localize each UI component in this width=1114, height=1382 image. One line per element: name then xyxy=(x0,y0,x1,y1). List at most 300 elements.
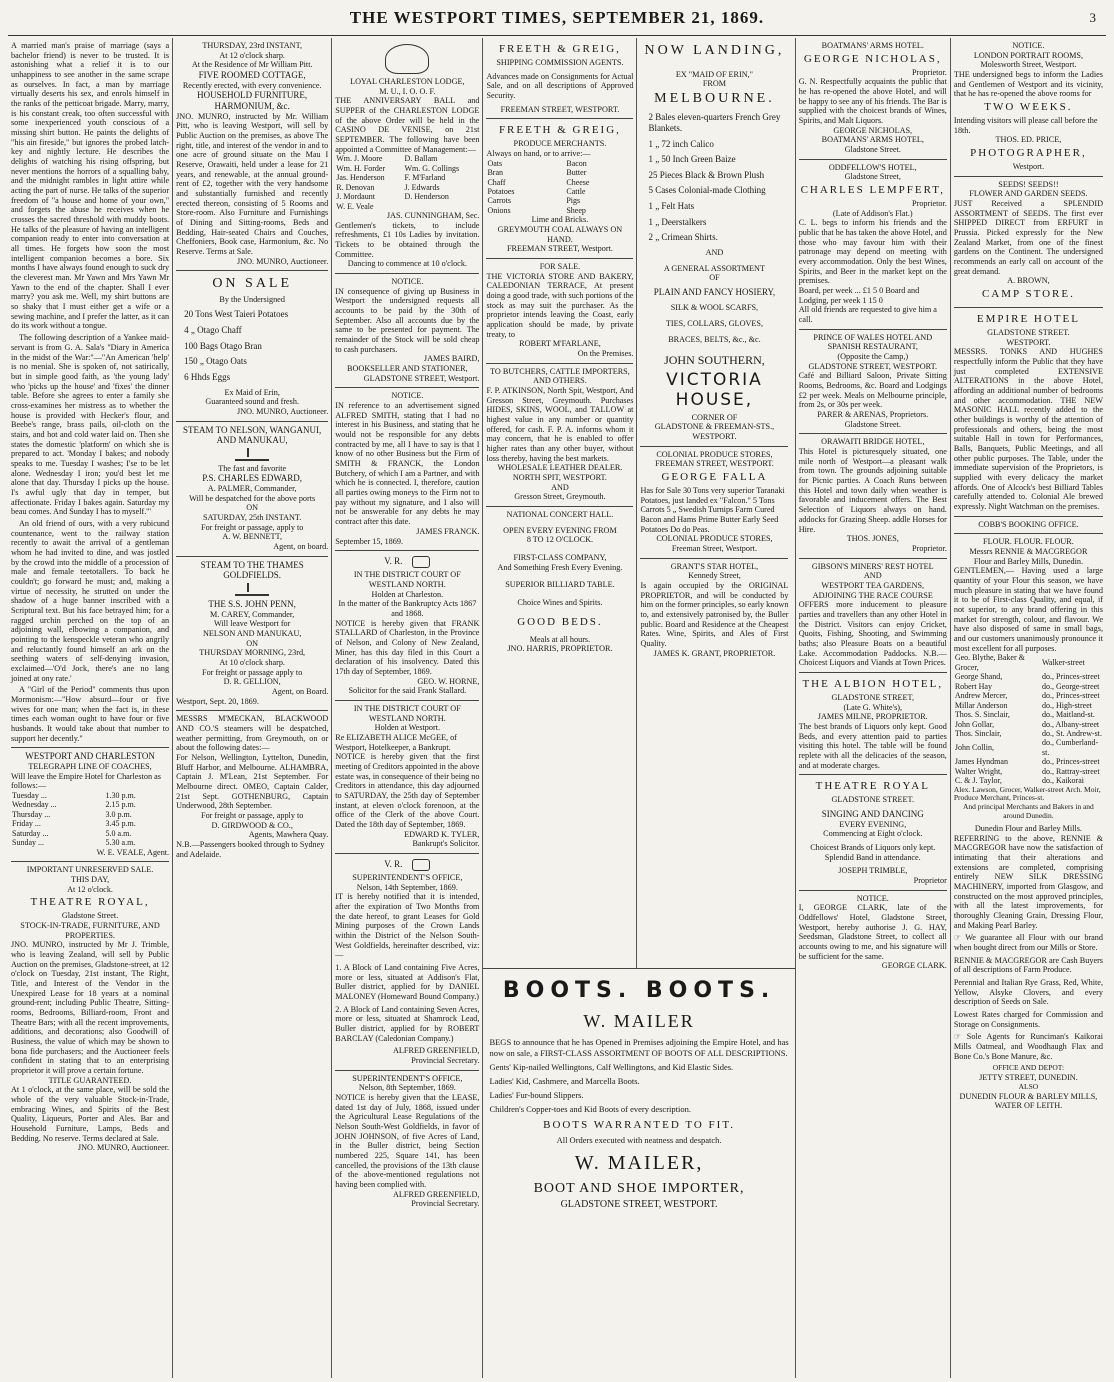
portrait-rooms-ad xyxy=(954,38,1103,177)
article-marriage xyxy=(11,38,169,748)
landing-item: 25 Pieces Black & Brown Plush xyxy=(648,169,765,180)
a2-signed: JNO. MUNRO, Auctioneer. xyxy=(237,406,329,416)
oh-head: ODDFELLOW'S HOTEL, xyxy=(828,162,917,172)
landing-item: 5 Cases Colonial-made Clothing xyxy=(648,185,766,196)
ba-body: G. N. Respectfully acquaints the public that he has re-opened the above Hotel, and will be happy to see any of his friends. The Bar is supplied with the choicest brands of Wines, Spirits, and Malt Liquors. xyxy=(798,77,947,125)
s1-vr: V. R. xyxy=(384,858,403,869)
boot-item: Ladies' Fur-bound Slippers. xyxy=(489,1090,584,1101)
landing-item: 1 „ 50 Inch Green Baize xyxy=(648,154,736,165)
a4-ship: THE S.S. JOHN PENN, xyxy=(208,598,296,609)
c2-signed2: Bankrupt's Solicitor. xyxy=(412,839,480,849)
gm-and: AND xyxy=(863,571,882,581)
signer-row xyxy=(954,653,1103,672)
fl-head: FLOUR. FLOUR. FLOUR. xyxy=(983,537,1074,547)
fl-agents: ☞ Sole Agents for Runciman's Kaikorai Mills Oatmeal, and Woodhaugh Flax and Bone Co.'s Bone Manure, &c. xyxy=(953,1032,1103,1061)
column-5 xyxy=(637,38,791,968)
orawaiti-bridge-ad xyxy=(799,434,947,558)
ba-head: BOATMANS' ARMS HOTEL. xyxy=(821,41,924,50)
sale-item: 4 „ Otago Chaff xyxy=(184,325,242,336)
coach-intro: Will leave the Empire Hotel for Charleston as follows:— xyxy=(11,771,161,791)
article-text-3: An old friend of ours, with a very rubicund countenance, went to the railway station recently to await the arrival of a gentleman whom he had invited to dine, and was jostled by the crowd into the middle of a procession of male and female teetotallers. To back he couldn't; go forward he must; and, making a virtue of necessity, he strutted on under the shadow of a huge banner inscribed with a Scriptural text. But his face betrayed him; for a ragged urchin perched on the top of an adjoining wall, elbowing a companion, and pointing to the kenspeckle veteran who angrily and reluctantly found himself an ark on the seething waters of self-denying invasion, exclaimed—'O'd Jock, there's ane no lang joined at ony rate.' xyxy=(11,518,170,683)
landing-item: 2 „ Crimean Shirts. xyxy=(648,232,718,243)
pw-signed: PARER & ARENAS, Proprietors. xyxy=(817,410,929,420)
fg-body: Advances made on Consignments for Actual Sale, and on all descriptions of Approved Security. xyxy=(486,71,634,100)
committee-row-cell: D. Ballam xyxy=(404,154,438,164)
coach-timetable xyxy=(11,791,169,848)
js-addr: GLADSTONE & FREEMAN-STS., xyxy=(654,422,775,432)
fg2-sub: PRODUCE MERCHANTS. xyxy=(513,139,607,149)
c2-body: NOTICE is hereby given that the first meeting of Creditors appointed in the above estate was, in consequence of their being no Creditors in attendance, this day adjourned to SATURDAY, the 25th day of September instant, at eleven o'clock forenoon, at the office of the Clerk of the above Court. Dated the 18th day of September, 1869. xyxy=(335,752,480,829)
masthead-title: THE WESTPORT TIMES, SEPTEMBER 21, 1869. xyxy=(349,7,765,27)
fl-extra: Alex. Lawson, Grocer, Walker-street Arch. Moir, Produce Merchant, Princes-st. xyxy=(953,784,1101,803)
lodge-ad xyxy=(335,38,479,274)
signer-row-cell: Millar Anderson xyxy=(954,700,1008,710)
columns-4-5-top xyxy=(483,38,794,968)
coach-sub: TELEGRAPH LINE OF COACHES, xyxy=(28,761,152,771)
a4-time: At 10 o'clock sharp. xyxy=(219,657,285,667)
n2-date: September 15, 1869. xyxy=(335,536,404,546)
freeth-greig-produce xyxy=(486,119,633,259)
cb-head: COBB'S BOOKING OFFICE. xyxy=(978,519,1079,529)
mailer-name: W. MAILER xyxy=(583,1010,695,1031)
tr-band: Splendid Band in attendance. xyxy=(824,852,921,862)
em-town: WESTPORT. xyxy=(1006,337,1051,347)
a5-body: For Nelson, Wellington, Lyttelton, Dunedin, Bluff Harbor, and Melbourne. ALHAMBRA, Captain J. M'Lean, 21st September. For Melbourne direct. OMEO, Captain Calder, 21st Sept. GOTHENBURG, Captain Underwood, 28th September. xyxy=(176,752,329,811)
signer-row-cell: do., Maitland-st. xyxy=(1042,710,1095,720)
clark-notice-ad xyxy=(799,891,947,975)
sd-body: JUST Received a SPLENDID ASSORTMENT of SEEDS. The first ever SHIPPED DIRECT from ERFURT in Prussia. Picked expressly for the New Zealand Market, from one of the finest gardens on the Continent. The undersigned recommends an early call on account of the great demand. xyxy=(953,199,1103,276)
n1-signed2: BOOKSELLER AND STATIONER, xyxy=(347,364,468,374)
fl-dfb: DUNEDIN FLOUR & BARLEY MILLS, xyxy=(959,1091,1098,1101)
a3-body: Will be despatched for the above ports xyxy=(189,493,316,503)
steamship-icon xyxy=(235,584,269,596)
signer-row-cell: do., Rattray-street xyxy=(1042,766,1100,776)
ob-signed: THOS. JONES, xyxy=(846,534,899,544)
sale-item: 20 Tons West Taieri Potatoes xyxy=(184,309,289,320)
fl-also: ALSO xyxy=(1018,1081,1039,1091)
goods-row-cell: Carrots xyxy=(487,196,511,206)
royal-crest-icon xyxy=(412,859,430,871)
cp-name: GEORGE FALLA xyxy=(661,471,768,484)
committee-row xyxy=(335,192,479,201)
ba-signed2: BOATMANS' ARMS HOTEL, xyxy=(821,135,924,145)
a4-freight: For freight or passage apply to xyxy=(202,667,303,677)
fg2-intro: Always on hand, or to arrive:— xyxy=(486,148,591,158)
sale-day: THIS DAY, xyxy=(70,874,110,884)
concert-hall-ad xyxy=(486,507,633,658)
c2-head: IN THE DISTRICT COURT OF WESTLAND NORTH. xyxy=(353,703,461,723)
a3-agent: A. W. BENNETT, xyxy=(222,532,283,542)
a3-date: SATURDAY, 25th INSTANT. xyxy=(202,513,302,523)
nch-billiard: SUPERIOR BILLIARD TABLE. xyxy=(505,580,615,590)
at-addr: NORTH SPIT, WESTPORT. xyxy=(512,473,607,483)
fl-grass: Perennial and Italian Rye Grass, Red, White, Yellow, Alsyke Clovers, and every description of Seeds on Sale. xyxy=(953,978,1103,1007)
coach-row-cell: 1.30 p.m. xyxy=(105,791,136,800)
mailer-items xyxy=(489,1062,788,1115)
signer-row xyxy=(954,672,1103,681)
boots-headline: BOOTS. BOOTS. xyxy=(502,978,776,1003)
signer-row xyxy=(954,682,1103,691)
column-1 xyxy=(8,38,173,1378)
committee-row-cell: Wm. J. Moore xyxy=(336,154,383,164)
em-addr: GLADSTONE STREET. xyxy=(987,327,1070,337)
tr-head: THEATRE ROYAL xyxy=(815,780,930,793)
tr-sing: SINGING AND DANCING xyxy=(821,808,924,819)
lodge-committee xyxy=(335,154,479,211)
goods-row-cell: Butter xyxy=(566,168,587,178)
sale-after: At 1 o'clock, at the same place, will be sold the whole of the very valuable Stock-in-Trade, embracing Wines, and Spirits of the Best Quality, Liqueurs, Porter and Ales. Bar and Household Furniture, Lamps, Beds and Bedding. No reserve. Terms declared at Sale. xyxy=(11,1085,170,1143)
goods-row xyxy=(486,178,633,187)
nl-from: FROM xyxy=(702,79,727,89)
a4-on: ON xyxy=(246,638,259,648)
signer-row xyxy=(954,710,1103,719)
c1-matter: In the matter of the Bankruptcy Acts 1867 and 1868. xyxy=(338,599,477,618)
on-sale-ad xyxy=(176,271,328,421)
cp-body: Has for Sale 30 Tons very superior Taranaki Potatoes, just landed ex "Falcon." 5 Tons Carrots 5 „ Swedish Turnips Farm Cured Bacon and Hams Prime Butter Early Seed Potatoes Do do Peas. xyxy=(640,486,785,534)
coach-signed: W. E. VEALE, Agent. xyxy=(96,847,170,857)
signer-row-cell: do., Kaikorai xyxy=(1042,776,1084,786)
signer-row xyxy=(954,738,1103,757)
fg-addr: FREEMAN STREET, WESTPORT. xyxy=(500,104,620,114)
a4-agent2: Agent, on Board. xyxy=(271,686,329,696)
pw-body: Café and Billiard Saloon, Private Sitting Rooms, Bedrooms, &c. Board and Lodgings £2 per week. Meals on Melbourne principle, from 2s, or 30s per week. xyxy=(798,371,947,410)
oh-prop: Proprietor. xyxy=(912,199,947,208)
gs-head: GRANT'S STAR HOTEL, xyxy=(670,561,759,571)
goods-row-cell: Onions xyxy=(487,205,511,215)
oh-addr: Gladstone Street, xyxy=(844,172,901,182)
a3-freight: For freight or passage, apply to xyxy=(201,522,304,532)
gm-head2: WESTPORT TEA GARDENS, xyxy=(821,580,925,590)
fl-jetty: JETTY STREET, DUNEDIN. xyxy=(979,1073,1078,1083)
tr-liquors: Choicest Brands of Liquors only kept. xyxy=(810,842,936,852)
nl-items xyxy=(640,112,788,242)
superintendent-1 xyxy=(335,854,479,1071)
sale-body: JNO. MUNRO, instructed by Mr J. Trimble, who is leaving Zealand, will sell by Public Auction on the premises, Gladstone-street, at 12 o'clock on Tuesday, 21st instant, The Right, Title, and Interest of the Vendor in the Unexpired Lease for 18 years at a nominal ground-rent; including Public Theatre, Sitting-rooms, Bedrooms, Billiard-room, Front and Theatre Bars; with all the recent improvements, additions, and decorations; also Goodwill of Business, the value of which may be shown to bona fide purchasers; and the Auctioneer feels confident in stating that to an enterprising proprietor it will prove a certain fortune. xyxy=(11,940,170,1076)
c2-re: Re ELIZABETH ALICE McGEE, of Westport, Hotelkeeper, a Bankrupt. xyxy=(335,732,457,752)
goods-row-cell: Bran xyxy=(487,168,503,178)
goods-row-cell: Bacon xyxy=(566,158,587,168)
columns-4-5 xyxy=(483,38,795,1378)
steam-thames-ad xyxy=(176,557,328,712)
fg2-lime: Lime and Bricks. xyxy=(531,215,589,225)
tr-time: Commencing at Eight o'clock. xyxy=(823,829,923,839)
committee-row xyxy=(335,202,479,211)
boot-item: Gents' Kip-nailed Wellingtons, Calf Wellingtons, and Kid Elastic Sides. xyxy=(489,1062,734,1073)
js-corner: CORNER OF xyxy=(691,412,738,422)
pw-addr: GLADSTONE STREET, WESTPORT. xyxy=(808,361,938,371)
coach-row-cell: Tuesday ... xyxy=(12,791,47,800)
mailer-warranted: BOOTS WARRANTED TO FIT. xyxy=(543,1119,735,1132)
a1-date: THURSDAY, 23rd INSTANT, xyxy=(202,41,303,50)
c1-body: NOTICE is hereby given that FRANK STALLARD of Charleston, in the Province of Nelson, and Colony of New Zealand, Miner, has this day filed in this Court a declaration of his insolvency. Dated this 17th day of September, 1869. xyxy=(335,618,480,676)
goods-row-cell: Cattle xyxy=(566,186,586,196)
a3-agent2: Agent, on board. xyxy=(273,542,329,552)
pw-head: PRINCE OF WALES HOTEL AND SPANISH RESTAURANT, xyxy=(813,332,933,352)
albion-hotel-ad xyxy=(799,673,947,775)
a4-body: Will leave Westport for xyxy=(213,619,291,629)
nt-body: I, GEORGE CLARK, late of the Oddfellows' Hotel, Gladstone Street, Westport, hereby authorise J. G. HAY, Seedsman, Gladstone Street, to collect all accounts owing to me, and his signature will be sufficient for the same. xyxy=(798,903,947,961)
mailer-body: BEGS to announce that he has Opened in Premises adjoining the Empire Hotel, and has now on sale, a FIRST-CLASS ASSORTMENT OF BOOTS OF ALL DESCRIPTIONS. xyxy=(489,1036,789,1059)
goods-row xyxy=(486,159,633,168)
fl-dun: Dunedin Flour and Barley Mills. xyxy=(974,823,1082,833)
al-head: THE ALBION HOTEL, xyxy=(802,677,944,690)
oh-body: C. L. begs to inform his friends and the public that he has taken the above Hotel, and those who may favour him with their patronage may depend on meeting with every accommodation. Only the best Wines, Spirits, and Beer in the market kept on the premises. xyxy=(798,218,947,286)
nl-of: OF xyxy=(709,273,720,283)
nl-port: MELBOURNE. xyxy=(654,90,775,106)
seeds-ad xyxy=(954,177,1103,308)
al-addr: GLADSTONE STREET, xyxy=(831,692,914,702)
n2-signed: JAMES FRANCK. xyxy=(416,526,480,536)
tr-every: EVERY EVENING, xyxy=(839,819,907,829)
flour-ad xyxy=(954,534,1103,1115)
lp-intend: Intending visitors will please call before the 18th. xyxy=(953,116,1098,135)
coach-row xyxy=(11,838,169,847)
nch-meals: Meals at all hours. xyxy=(529,634,591,644)
article-text: A married man's praise of marriage (says a bachelor friend) is never to be trusted. It is astonishing what a relief it is to our unhappiness to see another in the same scrape as ourselves. In fact, a man by marriage virtually deserts his sex, and enrols himself in the ranks of the petticoat brigade. Marry, marry, is his constant creak, too often successful with some inexperienced youth conscious of a missing shirt button. He paints the delights of "his ain fireside," but ignores the probed latch-key and nightly lecture. He describes the delights of watching his rising offspring, but never mentions the horrors of a squalling baby, and the midnight rambles in light attire while acting the part of nurse. He talks of the superior freedom of "a house and home of your own," and forgets the abuse he receives when he crosses the sacred threshold with muddy boots. He talks of the pleasure of having an intelligent companion ready to enter into conversation at all times. He forgets how soon the most intelligent companion becomes a bore. Six months I have always found enough to suck dry the cleverest man. Mr Yawn and Mrs Yawn Mr Yawn to the end of the chapter. Shall I ever marry? you ask me. Well, my shirt buttons are so shaky that I must either get a wife or a sewing machine, and I prefer the latter, as it can do its work without a tongue. xyxy=(11,41,170,331)
signer-row-cell: Walter Wright, xyxy=(954,766,1003,776)
gibsons-ad xyxy=(799,559,947,673)
cp2-addr: Freeman Street, Westport. xyxy=(671,544,757,554)
em-body: MESSRS. TONKS AND HUGHES respectfully inform the Public that they have just completed EXTENSIVE ALTERATIONS in the above Hotel, affording an additional number of bedrooms and other accommodation. THE NEW MASONIC HALL recently added to the other buildings is worthy of the attention of professionals and others, being the most suitable Hall in town for Performances, Balls, Banquets, Public Meetings, and all other public purposes. The Table, under the immediate supervision of the Proprietors, is supplied with every delicacy the market affords. One of Alcock's best Billiard Tables carefully attended to. Colonial Ale brewed expressly. Night Watchman on the premises. xyxy=(953,347,1103,512)
n2-body: IN reference to an advertisement signed ALFRED SMITH, stating that I had no interest in his Business, and stating that he would not be responsible for any debts contracted by me, all I have to say is that I know of no other Business but the Firm of SMITH & FRANCK, the London Butchery, of which I am a Partner, and with which he is connected. I, therefore, caution all parties owing moneys to the Firm not to pay without my signature, and I also will not be answerable for any debts he may contract after this date. xyxy=(335,401,480,527)
mailer-addr: GLADSTONE STREET, WESTPORT. xyxy=(560,1198,718,1210)
fs-signed: ROBERT M'FARLANE, xyxy=(519,339,601,349)
n1-signed3: GLADSTONE STREET, Westport. xyxy=(363,373,480,383)
freeth-greig-shipping xyxy=(486,38,633,119)
committee-row-cell: Wm. H. Forder xyxy=(336,163,386,173)
s2-date: Nelson, 8th September, 1869. xyxy=(358,1083,456,1093)
coach-row-cell: 3.0 p.m. xyxy=(105,809,132,819)
coach-row xyxy=(11,829,169,838)
notice-franck xyxy=(335,388,479,551)
pw-addr2: Gladstone Street. xyxy=(844,419,901,429)
committee-row xyxy=(335,173,479,182)
coach-row-cell: Saturday ... xyxy=(12,828,49,838)
signer-row-cell: Walker-street xyxy=(1042,658,1085,668)
c2-held: Holden at Westport. xyxy=(374,723,441,733)
column-2 xyxy=(173,38,332,1378)
committee-row xyxy=(335,164,479,173)
article-text-4: A "Girl of the Period" comments thus upon Mormonism:—"How absurd—four or five wives for one man; when the fact is, in these times each woman ought to have four or five husbands. It would take about that number to support her decently." xyxy=(11,685,170,743)
goods-row-cell: Cheese xyxy=(566,177,590,187)
columns xyxy=(8,38,1106,1378)
em-head: EMPIRE HOTEL xyxy=(976,313,1080,326)
ba-name: GEORGE NICHOLAS, xyxy=(803,52,942,65)
committee-row-cell: Wm. G. Collings xyxy=(404,163,460,173)
at-head: TO BUTCHERS, CATTLE IMPORTERS, AND OTHERS. xyxy=(490,366,630,386)
gs-signed: JAMES K. GRANT, PROPRIETOR. xyxy=(653,648,776,658)
signer-row xyxy=(954,767,1103,776)
a2-items xyxy=(176,309,328,382)
nch-open: OPEN EVERY EVENING FROM xyxy=(503,525,617,535)
mmeckan-ad xyxy=(176,711,328,863)
fl-body2: REFERRING to the above, RENNIE & MACGREGOR have now the satisfaction of intimating that their alterations and extensions are completed, comprising entirely NEW SILK DRESSING MACHINERY, imported from Glasgow, and constructed on the most approved principles, with all the latest improvements, for thoroughly Cleaning Grain, Dressing Flour, and Making Pearl Barley. xyxy=(953,833,1103,930)
ob-prop: Proprietor. xyxy=(912,543,947,553)
signer-row xyxy=(954,757,1103,766)
royal-crest-icon xyxy=(412,556,430,568)
lodge-signed: JAS. CUNNINGHAM, Sec. xyxy=(386,211,480,220)
nl-head: NOW LANDING, xyxy=(644,43,785,58)
boot-item: Children's Copper-toes and Kid Boots of every description. xyxy=(489,1104,691,1115)
s1-signed: ALFRED GREENFIELD, xyxy=(393,1046,480,1056)
fg-head: FREETH & GREIG, xyxy=(498,43,621,55)
a1-head: FIVE ROOMED COTTAGE, xyxy=(198,70,306,81)
signer-row-cell: George Shand, xyxy=(954,672,1003,682)
lp-body: THE undersigned begs to inform the Ladies and Gentlemen of Westport and its vicinity, that he has re-opened the above rooms for xyxy=(953,70,1103,99)
gm-body: OFFERS more inducement to pleasure parties and travellers than any other Hotel in the District. Visitors can enjoy Cricket, Quoits, Fishing, Shooting, and Swimming baths; also Pleasure Boats on a beautiful Lake. Accommodation Paddocks. N.B.—Choicest Liquors and Viands at Town Prices. xyxy=(798,600,947,668)
fl-office: OFFICE AND DEPOT: xyxy=(992,1063,1065,1073)
tr-signed: JOSEPH TRIMBLE, xyxy=(838,866,908,876)
c1-held: Holden at Charleston. xyxy=(371,589,444,599)
coach-row-cell: Wednesday ... xyxy=(12,800,57,810)
sale-item: 6 Hhds Eggs xyxy=(184,371,231,382)
lp-addr: Molesworth Street, Westport. xyxy=(980,60,1077,70)
colonial-produce-ad xyxy=(640,447,788,559)
sd-sub: FLOWER AND GARDEN SEEDS. xyxy=(969,189,1088,199)
goods-row xyxy=(486,206,633,215)
a1-place: At the Residence of Mr William Pitt. xyxy=(191,60,313,70)
committee-row-cell: Jas. Henderson xyxy=(336,173,385,183)
at-body: F. P. ATKINSON, North Spit, Westport, And Gresson Street, Greymouth. Purchases HIDES, SKINS, WOOL, and TALLOW at highest value in any number or quantity offered, for cash. F. P. A. informs whom it may concern, that he is enabled to offer higher rates than any other buyer, without loss thereby, having the best markets. xyxy=(486,386,634,463)
a1-head2: Recently erected, with every convenience. xyxy=(182,80,322,90)
signer-row-cell: do., High-street xyxy=(1042,700,1092,710)
cp-head: COLONIAL PRODUCE STORES, xyxy=(656,449,773,459)
ob-head: ORAWAITI BRIDGE HOTEL, xyxy=(821,437,925,447)
coach-ad xyxy=(11,748,169,862)
nch-head: NATIONAL CONCERT HALL. xyxy=(506,510,614,520)
coach-row-cell: Thursday ... xyxy=(12,809,51,819)
s1-list xyxy=(335,963,479,1043)
steam-nelson-ad xyxy=(176,422,328,557)
signer-row-cell: Thos. Sinclair, xyxy=(954,728,1002,738)
al-body: The best brands of Liquors only kept. Good Beds, and every attention paid to parties visiting this hotel. The table will be found replete with all the delicacies of the season, and at moderate charges. xyxy=(798,721,947,770)
lp-town: Westport. xyxy=(1012,161,1045,171)
a4-dated: Westport, Sept. 20, 1869. xyxy=(176,696,259,706)
gs-addr: Kennedy Street, xyxy=(688,571,741,581)
sale-place-street: Gladstone Street. xyxy=(61,911,119,921)
fl-and: And principal Merchants and Bakers in and around Dunedin. xyxy=(963,802,1094,821)
signer-row-cell: Thos. S. Sinclair, xyxy=(954,710,1010,720)
a3-on: ON xyxy=(246,503,259,513)
mailer-ad xyxy=(483,968,794,1215)
sale-goods: STOCK-IN-TRADE, FURNITURE, AND PROPERTIES. xyxy=(20,920,160,940)
coach-row-cell: Sunday ... xyxy=(12,838,44,848)
column-3 xyxy=(332,38,483,1378)
signer-row-cell: do., Princes-street xyxy=(1042,672,1100,682)
at-addr2: Gresson Street, Greymouth. xyxy=(514,492,606,502)
committee-row-cell: D. Henderson xyxy=(404,192,449,202)
column-7 xyxy=(951,38,1106,1378)
s1-signed2: Provincial Secretary. xyxy=(411,1056,480,1066)
masthead xyxy=(8,0,1106,36)
nch-time: 8 TO 12 O'CLOCK. xyxy=(526,535,594,545)
sd-store: CAMP STORE. xyxy=(981,288,1075,301)
ba-signed: GEORGE NICHOLAS, xyxy=(833,125,913,135)
mailer-importer: BOOT AND SHOE IMPORTER, xyxy=(533,1180,745,1196)
a5-agent2: Agents, Mawhera Quay. xyxy=(248,830,329,840)
committee-row-cell: W. E. Veale xyxy=(336,201,374,211)
nl-and: AND xyxy=(705,247,724,257)
signer-row xyxy=(954,720,1103,729)
sale-item: 150 „ Otago Oats xyxy=(184,356,247,367)
committee-row-cell: J. Mordaunt xyxy=(336,192,375,202)
grants-star-ad xyxy=(640,559,788,663)
c1-vr: V. R. xyxy=(384,556,403,567)
nl-braces: BRACES, BELTS, &c., &c. xyxy=(668,334,761,344)
unreserved-sale-ad xyxy=(11,862,169,1157)
for-sale-victoria xyxy=(486,259,633,364)
coach-row xyxy=(11,819,169,828)
landing-item: 1 „ Deerstalkers xyxy=(648,216,707,227)
goods-row-cell: Sheep xyxy=(566,205,586,215)
lp-title: LONDON PORTRAIT ROOMS, xyxy=(973,50,1084,60)
column-6 xyxy=(796,38,951,1378)
signer-row-cell: John Collin, xyxy=(954,743,994,753)
goods-row xyxy=(486,168,633,177)
sale-place: THEATRE ROYAL, xyxy=(30,896,150,909)
fl-cash: RENNIE & MACGREGOR are Cash Buyers of all descriptions of Farm Produce. xyxy=(953,955,1103,975)
c1-signed: GEO. W. HORNE, xyxy=(417,676,480,686)
al-late: (Late G. White's), xyxy=(843,702,903,712)
a5-freight: For freight or passage, apply to xyxy=(201,810,304,820)
empire-hotel-ad xyxy=(954,308,1103,517)
cottage-sale-ad xyxy=(176,38,328,271)
coach-row-cell: 5.30 a.m. xyxy=(105,838,136,848)
cp-addr: FREEMAN STREET, WESTPORT. xyxy=(655,459,774,469)
committee-row-cell: R. Denovan xyxy=(336,182,375,192)
a1-head3: HOUSEHOLD FURNITURE, HARMONIUM, &c. xyxy=(197,90,308,111)
oh-late: (Late of Addison's Flat.) xyxy=(832,208,913,218)
signer-row xyxy=(954,691,1103,700)
a4-agent: D. R. GELLION, xyxy=(223,677,281,687)
a5-head: MESSRS M'MECKAN, BLACKWOOD AND CO.'S steamers will be despatched, weather permitting, from Greymouth, on or about the following dates:— xyxy=(176,714,329,753)
cobbs-ad xyxy=(954,517,1103,535)
nch-company: FIRST-CLASS COMPANY, xyxy=(513,553,607,563)
n1-signed: JAMES BAIRD, xyxy=(423,354,480,364)
court-stallard xyxy=(335,551,479,701)
nl-ties: TIES, COLLARS, GLOVES, xyxy=(665,319,763,329)
lodge-emblem-icon xyxy=(385,44,429,74)
at-and: AND xyxy=(551,482,569,492)
n1-body: IN consequence of giving up Business in Westport the undersigned requests all accounts to be paid by the 30th of September. Also all accounts due by the same to be presented for payment. The remainder of the Stock will be sold cheap to cash purchasers. xyxy=(335,286,480,354)
coach-row-cell: Friday ... xyxy=(12,819,41,829)
lp-photo: PHOTOGRAPHER, xyxy=(970,147,1087,160)
n1-head: NOTICE. xyxy=(391,277,424,287)
signer-row-cell: James Hyndman xyxy=(954,757,1008,767)
fl-body: GENTLEMEN,— Having used a large quantity of your Flour this season, we have much pleasure in stating that we have found it to be of First-class Quality, and equal, if not superior, to any brand offering in this market for strength, colour, and flavour. We have also disposed of same in small bags, and our customers unanimously pronounce it most excellent for all purposes. xyxy=(953,566,1103,653)
sale-signed: JNO. MUNRO, Auctioneer. xyxy=(77,1143,170,1153)
pw-opp: (Opposite the Camp,) xyxy=(837,352,909,362)
fl-rates: Lowest Rates charged for Commission and Storage on Consignments. xyxy=(953,1010,1103,1029)
coach-row xyxy=(11,800,169,809)
nch-beds: GOOD BEDS. xyxy=(517,615,603,628)
al-name: JAMES MILNE, PROPRIETOR. xyxy=(817,712,928,722)
lease-item: 2. A Block of Land containing Seven Acres, more or less, situated at Shamrock Lead, Buller district, applied for by ROBERT BARCLAY (Caledonian Company.) xyxy=(335,1004,480,1043)
sd-head: SEEDS! SEEDS!! xyxy=(998,179,1059,189)
superintendent-2 xyxy=(335,1071,479,1213)
lp-signed: THOS. ED. PRICE, xyxy=(995,135,1062,145)
s1-date: Nelson, 14th September, 1869. xyxy=(356,882,458,892)
article-text-2: The following description of a Yankee maid-servant is from G. A. Sala's "Diary in America in the midst of the War:"—"An American 'help' is no menial. She is spoken of, not satirically, but in simple good faith, as 'the young lady' who 'picks up the house' and 'fixes' the dinner table. Before she agrees to enter a family she cross-examines her mistress as to whether the house is provided with Hecker's flour, and Beebe's range, brass pails, oil-cloth on the stairs, and hot and cold water laid on. Then she states the domestic 'platform' on which she is prepared to act. 'Monday I bakes; and nobody speaks to me. Tuesday I washes; I'se to be let alone. Wednesday I iron; you'd best let me alone that day. Thursday I picks up the house. I's awful ugly that day in temper, but affectionate. Friday I bakes again. Saturday my beau comes. And Sunday I has to myself.'" xyxy=(11,333,170,517)
lodge-body: THE ANNIVERSARY BALL and SUPPER of the CHARLESTON LODGE of the above Order will be held in the CASINO DE VENISE, on 21st SEPTEMBER. The following have been appointed a Committee of Management:— xyxy=(335,96,480,154)
atkinson-ad xyxy=(486,364,633,507)
a4-cmd: M. CAREY, Commander, xyxy=(210,609,295,619)
coach-row-cell: 5.0 a.m. xyxy=(105,828,132,838)
a3-head: STEAM TO NELSON, WANGANUI, AND MANUKAU, xyxy=(183,424,322,446)
ba-prop: Proprietor. xyxy=(912,67,947,77)
js-town: WESTPORT. xyxy=(692,432,737,442)
a2-head: ON SALE xyxy=(212,276,293,292)
